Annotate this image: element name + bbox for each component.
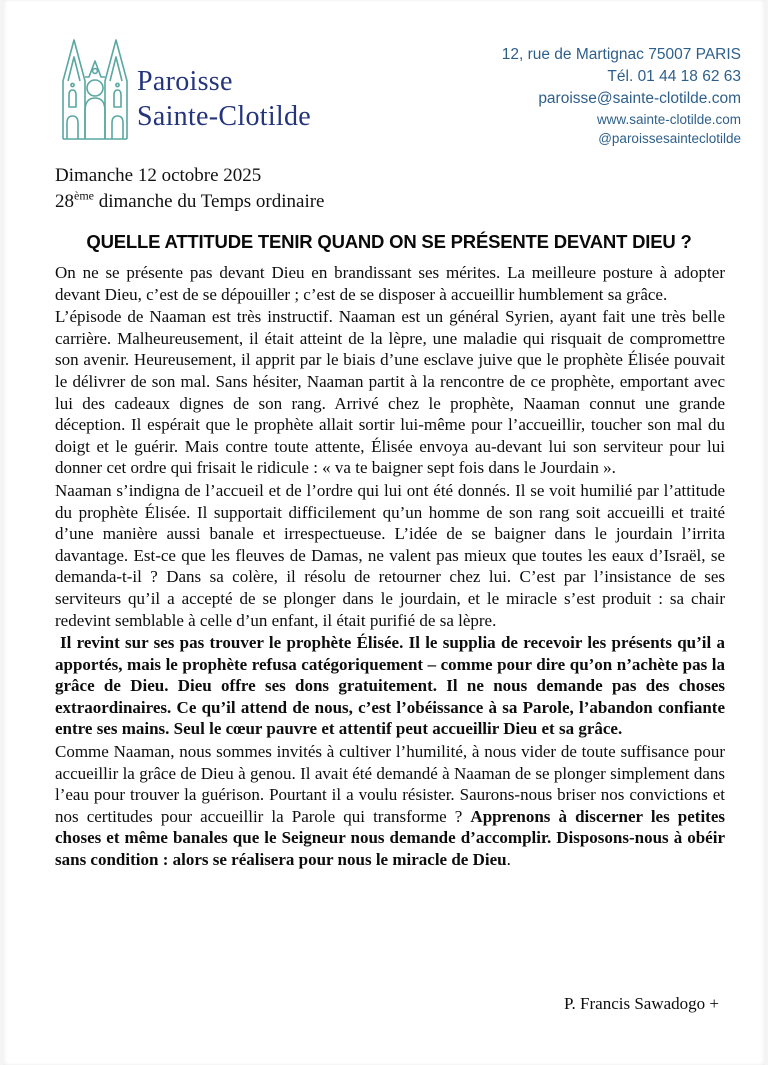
- contact-address: 12, rue de Martignac 75007 PARIS: [501, 46, 741, 63]
- church-icon: [57, 30, 133, 142]
- contact-email: paroisse@sainte-clotilde.com: [538, 90, 741, 107]
- paragraph-4-bold: Il revint sur ses pas trouver le prophète Élisée. Il le supplia de recevoir les présents qu’il a apportés, mais le prophète refusa catégoriquement – comme pour dire qu’on n’achète pas la grâce de Dieu. Dieu offre ses dons gratuitement. Il ne nous demande pas des choses extraordinaires. Ce qu’il attend de nous, c’est l’obéissance à sa Parole, l’abandon confiante entre ses mains. Seul le cœur pauvre et attentif peut accueillir Dieu et sa grâce.: [55, 633, 725, 739]
- letterhead: [3, 0, 765, 150]
- paragraph-5: [55, 741, 725, 871]
- parish-name-line1: Paroisse: [137, 66, 233, 97]
- contact-website: www.sainte-clotilde.com: [596, 112, 741, 127]
- paragraph-5-period: .: [506, 850, 511, 870]
- contact-phone: Tél. 01 44 18 62 63: [607, 68, 741, 85]
- parish-name-line2: Sainte-Clotilde: [137, 101, 312, 132]
- date-line: Dimanche 12 octobre 2025: [55, 165, 262, 186]
- paragraph-1: On ne se présente pas devant Dieu en brandissant ses mérites. La meilleure posture à adopter devant Dieu, c’est de se dépouiller ; c’est de se disposer à accueillir humblement sa grâce.: [55, 263, 725, 304]
- homily-body: [55, 262, 725, 872]
- parish-name: [137, 64, 311, 134]
- paragraph-2: L’épisode de Naaman est très instructif. Naaman est un général Syrien, ayant fait une très belle carrière. Malheureusement, il était atteint de la lèpre, une maladie qui risquait de compromettre son avenir. Heureusement, il apprit par le biais d’une esclave juive que le prophète Élisée pouvait le délivrer de son mal. Sans hésiter, Naaman partit à la rencontre de ce prophète, emportant avec lui des cadeaux dignes de son rang. Arrivé chez le prophète, Naaman connut une grande déception. Il espérait que le prophète allait sortir lui-même pour l’accueillir, toucher son mal du doigt et le guérir. Mais contre toute attente, Élisée envoya au-devant lui son serviteur pour lui donner cet ordre qui frisait le ridicule : « va te baigner sept fois dans le Jourdain ».: [55, 307, 725, 478]
- paragraph-5-bold: Apprenons à discerner les petites choses et même banales que le Seigneur nous demande d’accomplir. Disposons-nous à obéir sans condition : alors se réalisera pour nous le miracle de Dieu: [55, 806, 725, 870]
- letter-page: [3, 0, 765, 1065]
- contact-block: [502, 44, 741, 148]
- liturgical-day-line: [55, 189, 324, 215]
- paragraph-5-normal: Comme Naaman, nous sommes invités à cultiver l’humilité, à nous vider de toute suffisance pour accueillir la grâce de Dieu à genou. Il avait été demandé à Naaman de se plonger simplement dans l’eau pour trouver la guérison. Pourtant il a voulu résister. Saurons-nous briser nos convictions et nos certitudes pour accueillir la Parole qui transforme ?: [55, 742, 725, 826]
- paragraph-3: Naaman s’indigna de l’accueil et de l’ordre qui lui ont été donnés. Il se voit humilié par l’attitude du prophète Élisée. Il supportait difficilement qu’un homme de son rang soit accueilli et traité d’une manière aussi banale et irrespectueuse. L’idée de se baigner dans le jourdain l’irrita davantage. Est-ce que les fleuves de Damas, ne valent pas mieux que toutes les eaux d’Israël, se demanda-t-il ? Dans sa colère, il résolu de retourner chez lui. C’est par l’insistance de ses serviteurs qu’il a accepté de se plonger dans le jourdain, et le miracle s’est produit : sa chair redevint semblable à celle d’un enfant, il était purifié de sa lèpre.: [55, 480, 725, 630]
- signature: P. Francis Sawadogo +: [563, 994, 719, 1013]
- contact-social: @paroissesainteclotilde: [598, 131, 741, 146]
- ordinal-suffix: ème: [74, 188, 94, 203]
- date-block: [55, 163, 324, 215]
- liturgical-day-rest: dimanche du Temps ordinaire: [94, 191, 325, 212]
- day-number: 28: [55, 191, 74, 212]
- homily-title: QUELLE ATTITUDE TENIR QUAND ON SE PRÉSENTE DEVANT DIEU ?: [86, 231, 692, 252]
